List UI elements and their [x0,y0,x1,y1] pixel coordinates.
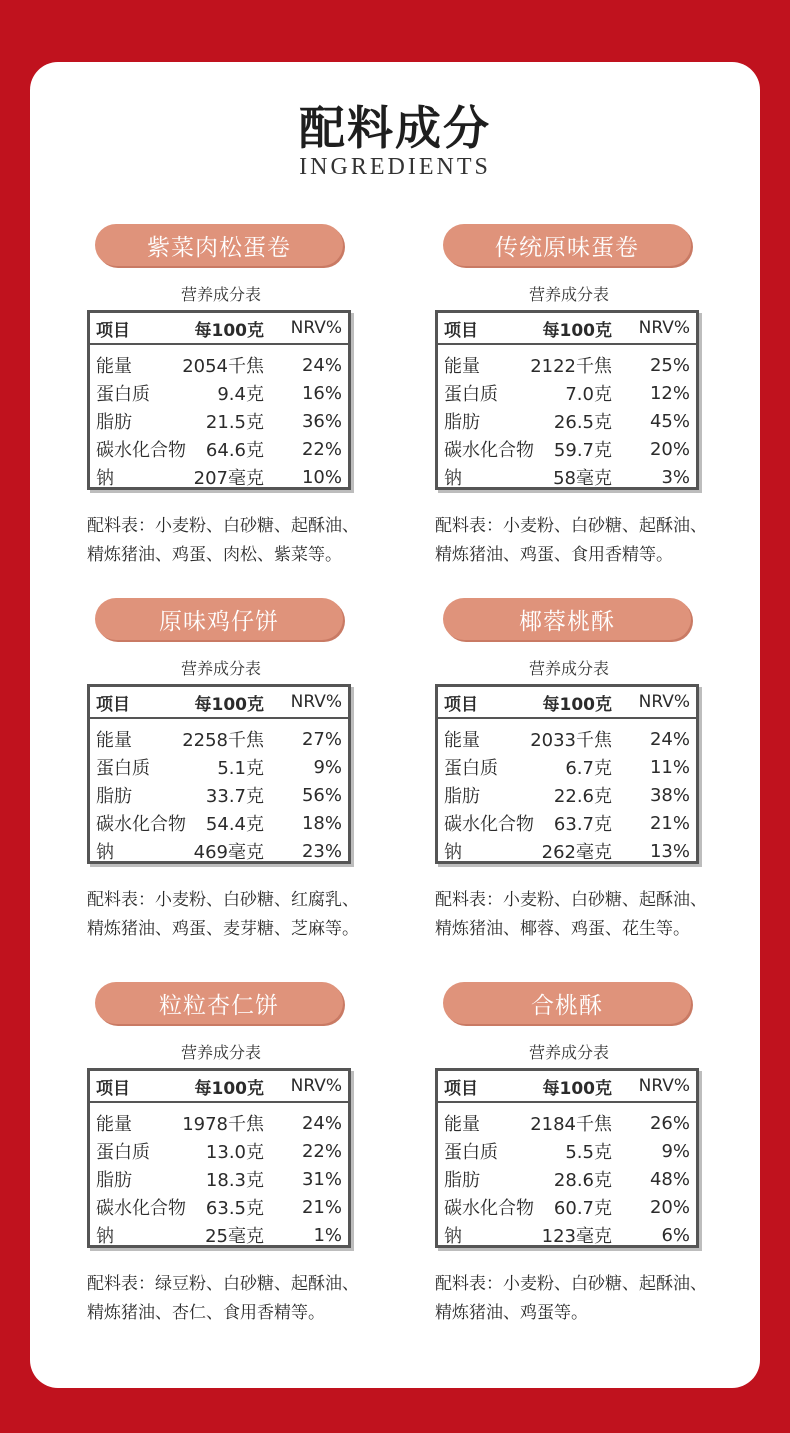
ingredients-line: 配料表：小麦粉、白砂糖、起酥油、 [435,890,707,910]
nutrient-nrv: 3% [661,466,690,488]
product-name-pill [443,224,691,266]
header-per-100g: 每100克 [542,320,612,341]
nutrient-nrv: 26% [649,1112,690,1134]
ingredients-line: 配料表：小麦粉、白砂糖、起酥油、 [435,516,707,536]
ingredients-line: 精炼猪油、鸡蛋、肉松、紫菜等。 [87,545,342,565]
nutrition-row-carbohydrate [90,435,348,463]
nutrient-nrv: 48% [649,1168,690,1190]
nutrient-amount: 22.6克 [553,786,612,807]
nutrient-nrv: 18% [301,812,342,834]
nutrient-amount: 13.0克 [205,1142,264,1163]
nutrient-name: 钠 [96,842,114,863]
nutrition-row-fat [438,407,696,435]
header-per-100g: 每100克 [194,320,264,341]
product-name: 紫菜肉松蛋卷 [147,234,291,261]
nutrient-nrv: 12% [649,382,690,404]
header-item: 项目 [444,694,478,715]
product-name: 合桃酥 [531,992,603,1019]
nutrition-table [435,310,699,490]
nutrient-amount: 18.3克 [205,1170,264,1191]
nutrition-row-carbohydrate [90,1193,348,1221]
nutrition-row-carbohydrate [438,809,696,837]
nutrient-name: 钠 [444,842,462,863]
nutrient-amount: 2184千焦 [530,1114,612,1135]
nutrient-amount: 2054千焦 [182,356,264,377]
nutrition-table [87,684,351,864]
nutrient-nrv: 31% [301,1168,342,1190]
nutrient-name: 蛋白质 [96,758,150,779]
nutrient-nrv: 10% [301,466,342,488]
header-item: 项目 [96,694,130,715]
nutrient-nrv: 25% [649,354,690,376]
header-nrv: NRV% [290,692,342,712]
nutrient-name: 脂肪 [96,412,132,433]
header-nrv: NRV% [290,318,342,338]
header-item: 项目 [444,1078,478,1099]
nutrient-name: 碳水化合物 [96,440,186,461]
nutrition-row-fat [90,407,348,435]
product-name: 传统原味蛋卷 [495,234,639,261]
nutrition-row-fat [90,1165,348,1193]
nutrient-nrv: 27% [301,728,342,750]
nutrition-row-protein [90,379,348,407]
nutrient-nrv: 21% [301,1196,342,1218]
nutrition-row-sodium [438,463,696,491]
nutrient-nrv: 56% [301,784,342,806]
nutrient-name: 钠 [444,1226,462,1247]
nutrient-amount: 9.4克 [217,384,264,405]
ingredients-list [435,886,725,944]
nutrient-name: 碳水化合物 [444,814,534,835]
ingredients-line: 精炼猪油、鸡蛋、麦芽糖、芝麻等。 [87,919,359,939]
nutrient-amount: 2122千焦 [530,356,612,377]
nutrient-nrv: 21% [649,812,690,834]
nutrient-amount: 262毫克 [541,842,612,863]
nutrient-nrv: 36% [301,410,342,432]
nutrient-nrv: 38% [649,784,690,806]
nutrient-nrv: 9% [313,756,342,778]
nutrition-table-title: 营养成分表 [180,659,261,678]
nutrient-name: 蛋白质 [96,384,150,405]
nutrition-row-carbohydrate [438,435,696,463]
nutrient-amount: 1978千焦 [182,1114,264,1135]
nutrient-nrv: 45% [649,410,690,432]
nutrient-name: 能量 [444,730,480,751]
product-name: 椰蓉桃酥 [519,608,615,635]
nutrient-name: 碳水化合物 [96,814,186,835]
ingredients-list [87,886,377,944]
ingredients-line: 配料表：小麦粉、白砂糖、红腐乳、 [87,890,359,910]
nutrient-nrv: 16% [301,382,342,404]
nutrition-table-header [90,1071,348,1103]
nutrient-amount: 2033千焦 [530,730,612,751]
nutrition-row-sodium [90,463,348,491]
nutrient-name: 蛋白质 [96,1142,150,1163]
product-name-pill [95,598,343,640]
nutrition-table-title: 营养成分表 [180,1043,261,1062]
nutrition-row-energy [438,351,696,379]
nutrient-nrv: 11% [649,756,690,778]
nutrition-table-title: 营养成分表 [180,285,261,304]
nutrient-amount: 63.5克 [205,1198,264,1219]
nutrition-row-sodium [90,837,348,865]
nutrition-row-energy [90,1109,348,1137]
nutrition-table [435,684,699,864]
header-item: 项目 [96,1078,130,1099]
nutrition-row-carbohydrate [90,809,348,837]
ingredients-line: 配料表：绿豆粉、白砂糖、起酥油、 [87,1274,359,1294]
nutrition-row-sodium [90,1221,348,1249]
ingredients-list [435,512,725,570]
page-subtitle: INGREDIENTS [299,154,491,180]
nutrient-nrv: 20% [649,1196,690,1218]
nutrient-name: 脂肪 [444,412,480,433]
header-per-100g: 每100克 [542,694,612,715]
nutrient-nrv: 6% [661,1224,690,1246]
nutrient-name: 能量 [96,356,132,377]
nutrient-name: 能量 [96,730,132,751]
nutrition-table [87,1068,351,1248]
nutrition-table-title: 营养成分表 [528,659,609,678]
header-nrv: NRV% [290,1076,342,1096]
ingredients-line: 精炼猪油、鸡蛋等。 [435,1303,588,1323]
nutrient-amount: 2258千焦 [182,730,264,751]
nutrient-nrv: 9% [661,1140,690,1162]
nutrition-row-protein [90,753,348,781]
nutrient-amount: 59.7克 [553,440,612,461]
header-nrv: NRV% [638,318,690,338]
nutrition-row-fat [438,1165,696,1193]
nutrient-nrv: 20% [649,438,690,460]
product-name: 原味鸡仔饼 [159,608,279,635]
ingredients-line: 精炼猪油、杏仁、食用香精等。 [87,1303,325,1323]
content-card [30,62,760,1388]
nutrient-name: 钠 [96,1226,114,1247]
nutrition-row-sodium [438,837,696,865]
nutrient-name: 脂肪 [444,786,480,807]
nutrition-row-carbohydrate [438,1193,696,1221]
nutrient-nrv: 1% [313,1224,342,1246]
nutrient-nrv: 22% [301,1140,342,1162]
nutrition-table-header [438,313,696,345]
nutrient-amount: 25毫克 [205,1226,264,1247]
header-per-100g: 每100克 [194,1078,264,1099]
nutrient-name: 蛋白质 [444,1142,498,1163]
nutrient-name: 钠 [444,468,462,489]
header-item: 项目 [96,320,130,341]
nutrient-amount: 207毫克 [193,468,264,489]
nutrient-name: 蛋白质 [444,384,498,405]
ingredients-line: 配料表：小麦粉、白砂糖、起酥油、 [435,1274,707,1294]
nutrient-amount: 123毫克 [541,1226,612,1247]
ingredients-list [435,1270,725,1328]
nutrient-amount: 6.7克 [565,758,612,779]
nutrition-table [435,1068,699,1248]
nutrient-amount: 54.4克 [205,814,264,835]
nutrient-nrv: 24% [649,728,690,750]
nutrient-amount: 64.6克 [205,440,264,461]
nutrient-amount: 5.5克 [565,1142,612,1163]
nutrition-row-fat [90,781,348,809]
nutrient-name: 能量 [96,1114,132,1135]
product-name-pill [443,982,691,1024]
nutrient-amount: 469毫克 [193,842,264,863]
nutrition-row-energy [438,725,696,753]
nutrient-name: 碳水化合物 [96,1198,186,1219]
nutrient-amount: 26.5克 [553,412,612,433]
nutrient-name: 脂肪 [444,1170,480,1191]
product-name-pill [95,982,343,1024]
nutrient-amount: 5.1克 [217,758,264,779]
nutrient-nrv: 24% [301,1112,342,1134]
ingredients-list [87,1270,377,1328]
nutrient-name: 脂肪 [96,786,132,807]
product-name-pill [443,598,691,640]
nutrient-amount: 7.0克 [565,384,612,405]
nutrition-table-title: 营养成分表 [528,285,609,304]
nutrient-amount: 28.6克 [553,1170,612,1191]
nutrition-row-protein [438,1137,696,1165]
nutrient-name: 能量 [444,1114,480,1135]
nutrition-row-protein [438,379,696,407]
page-title: 配料成分 [299,101,491,155]
header-item: 项目 [444,320,478,341]
ingredients-line: 精炼猪油、椰蓉、鸡蛋、花生等。 [435,919,690,939]
product-name: 粒粒杏仁饼 [159,992,279,1019]
nutrient-nrv: 13% [649,840,690,862]
nutrient-nrv: 22% [301,438,342,460]
product-name-pill [95,224,343,266]
nutrition-table-title: 营养成分表 [528,1043,609,1062]
ingredients-line: 配料表：小麦粉、白砂糖、起酥油、 [87,516,359,536]
nutrition-row-energy [90,725,348,753]
nutrient-name: 钠 [96,468,114,489]
nutrition-row-fat [438,781,696,809]
nutrient-amount: 58毫克 [553,468,612,489]
nutrition-table-header [438,1071,696,1103]
header-per-100g: 每100克 [542,1078,612,1099]
nutrient-nrv: 23% [301,840,342,862]
nutrient-name: 碳水化合物 [444,440,534,461]
nutrient-amount: 33.7克 [205,786,264,807]
nutrition-row-sodium [438,1221,696,1249]
nutrient-amount: 63.7克 [553,814,612,835]
ingredients-line: 精炼猪油、鸡蛋、食用香精等。 [435,545,673,565]
nutrition-row-protein [90,1137,348,1165]
ingredients-list [87,512,377,570]
nutrition-table-header [90,313,348,345]
nutrient-amount: 60.7克 [553,1198,612,1219]
nutrient-name: 脂肪 [96,1170,132,1191]
nutrition-table-header [90,687,348,719]
nutrient-name: 能量 [444,356,480,377]
nutrient-amount: 21.5克 [205,412,264,433]
header-per-100g: 每100克 [194,694,264,715]
nutrition-row-energy [438,1109,696,1137]
nutrition-row-protein [438,753,696,781]
nutrient-name: 蛋白质 [444,758,498,779]
nutrition-table-header [438,687,696,719]
nutrition-table [87,310,351,490]
nutrition-row-energy [90,351,348,379]
nutrient-name: 碳水化合物 [444,1198,534,1219]
nutrient-nrv: 24% [301,354,342,376]
header-nrv: NRV% [638,1076,690,1096]
header-nrv: NRV% [638,692,690,712]
